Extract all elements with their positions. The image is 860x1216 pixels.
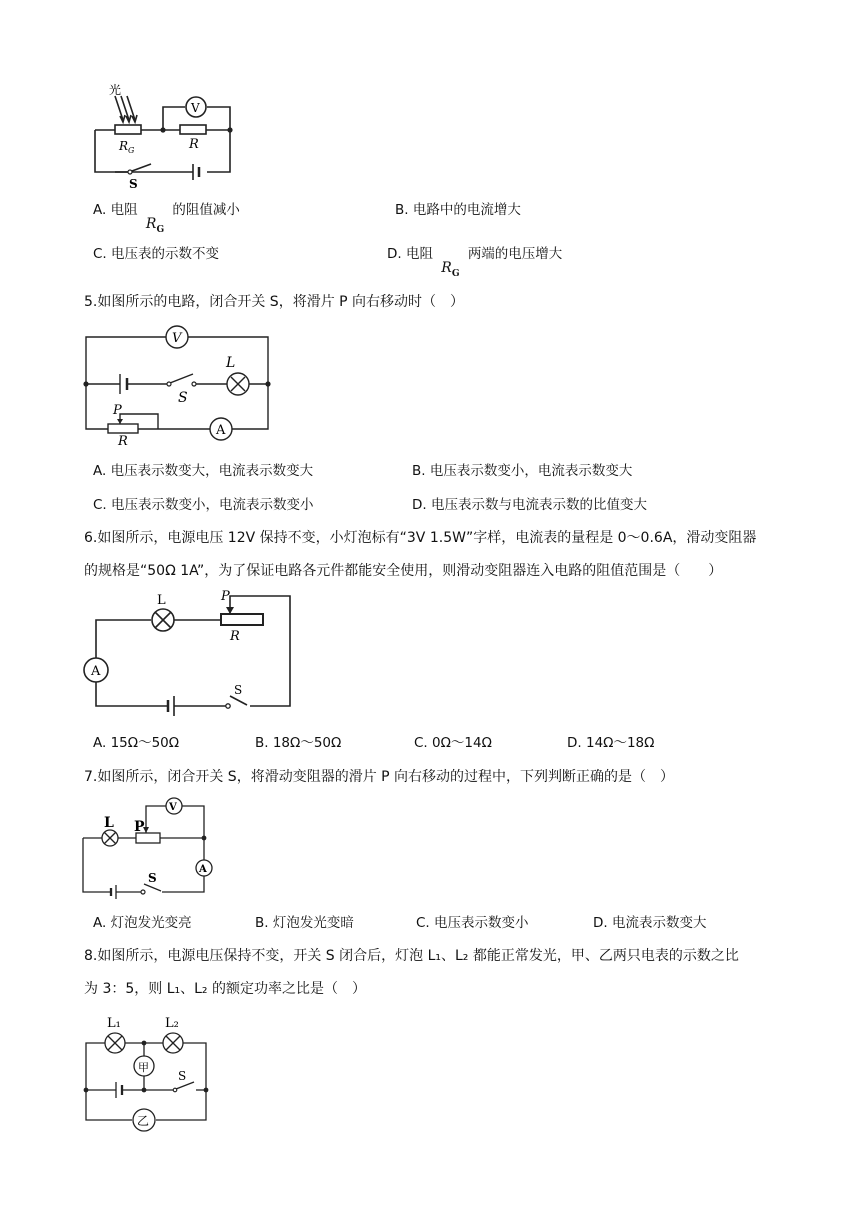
q6-rheostat-label: R — [230, 629, 240, 644]
q7-option-d[interactable]: D. 电流表示数变大 — [593, 915, 707, 931]
q5-option-a[interactable]: A. 电压表示数变大，电流表示数变大 — [93, 463, 314, 479]
q6-stem-line2: 的规格是“50Ω 1A”，为了保证电路各元件都能安全使用，则滑动变阻器连入电路的阻值范围是（ ） — [84, 563, 723, 579]
q4-light-label: 光 — [109, 83, 122, 97]
q4-circuit-diagram — [85, 80, 245, 190]
q8-lamp2-label: L₂ — [165, 1016, 179, 1031]
q4-option-b[interactable]: B. 电路中的电流增大 — [395, 202, 521, 218]
q4-rg-label: $R_G$ — [119, 139, 135, 155]
q8-stem-line1: 8.如图所示，电源电压保持不变，开关 S 闭合后，灯泡 L₁、L₂ 都能正常发光，甲、乙两只电表的示数之比 — [84, 948, 739, 964]
q6-option-b[interactable]: B. 18Ω～50Ω — [255, 735, 342, 751]
q4-option-c[interactable]: C. 电压表的示数不变 — [93, 246, 220, 262]
q7-slider-label: P — [134, 819, 145, 835]
q7-voltmeter-label: V — [169, 802, 177, 813]
q5-option-b[interactable]: B. 电压表示数变小，电流表示数变大 — [412, 463, 633, 479]
q4-option-d[interactable]: D. 电阻 $R_G$ 两端的电压增大 — [387, 246, 563, 279]
q8-lamp1-label: L₁ — [107, 1016, 121, 1031]
q6-switch-label: S — [234, 683, 243, 697]
q5-option-c[interactable]: C. 电压表示数变小，电流表示数变小 — [93, 497, 314, 513]
q4-voltmeter-label: V — [191, 101, 200, 115]
q6-circuit-diagram — [80, 588, 300, 718]
q4-option-a-rg-symbol: $R_G$ — [145, 216, 165, 235]
q7-circuit-diagram — [80, 794, 230, 904]
q4-r-label: R — [189, 137, 199, 152]
q5-circuit-diagram — [80, 320, 280, 449]
q5-stem: 5.如图所示的电路，闭合开关 S，将滑片 P 向右移动时（ ） — [84, 294, 465, 310]
q7-ammeter-label: A — [199, 864, 207, 875]
q7-stem: 7.如图所示，闭合开关 S，将滑动变阻器的滑片 P 向右移动的过程中，下列判断正确的是（ ） — [84, 769, 675, 785]
q5-option-d[interactable]: D. 电压表示数与电流表示数的比值变大 — [412, 497, 647, 513]
q7-lamp-label: L — [104, 815, 114, 831]
q5-ammeter-label: A — [216, 423, 226, 438]
q8-switch-label: S — [178, 1069, 187, 1083]
q6-slider-label: P — [221, 589, 230, 604]
q7-option-b[interactable]: B. 灯泡发光变暗 — [255, 915, 354, 931]
q4-option-a[interactable]: A. 电阻 $R_G$ 的阻值减小 — [93, 202, 240, 235]
q5-rheostat-label: R — [118, 434, 128, 449]
q8-meter-yi-label: 乙 — [137, 1114, 150, 1128]
q6-lamp-label: L — [157, 593, 166, 608]
q6-stem-line1: 6.如图所示，电源电压 12V 保持不变，小灯泡标有“3V 1.5W”字样，电流表的量程是 0～0.6A，滑动变阻器 — [84, 530, 757, 546]
q6-option-d[interactable]: D. 14Ω～18Ω — [567, 735, 655, 751]
q7-switch-label: S — [148, 871, 157, 885]
q4-switch-label: S — [129, 177, 138, 191]
q5-switch-label: S — [178, 390, 188, 406]
q8-circuit-diagram — [80, 1010, 220, 1135]
q7-option-a[interactable]: A. 灯泡发光变亮 — [93, 915, 192, 931]
q5-voltmeter-label: V — [172, 331, 182, 346]
q6-option-c[interactable]: C. 0Ω～14Ω — [414, 735, 492, 751]
q5-lamp-label: L — [226, 355, 236, 371]
q8-meter-jia-label: 甲 — [138, 1061, 149, 1074]
q6-option-a[interactable]: A. 15Ω～50Ω — [93, 735, 180, 751]
q7-option-c[interactable]: C. 电压表示数变小 — [416, 915, 529, 931]
q8-stem-line2: 为 3：5，则 L₁、L₂ 的额定功率之比是（ ） — [84, 981, 366, 997]
q4-option-d-rg-symbol: $R_G$ — [441, 260, 460, 279]
q5-slider-label: P — [113, 403, 122, 418]
q6-ammeter-label: A — [91, 664, 101, 679]
